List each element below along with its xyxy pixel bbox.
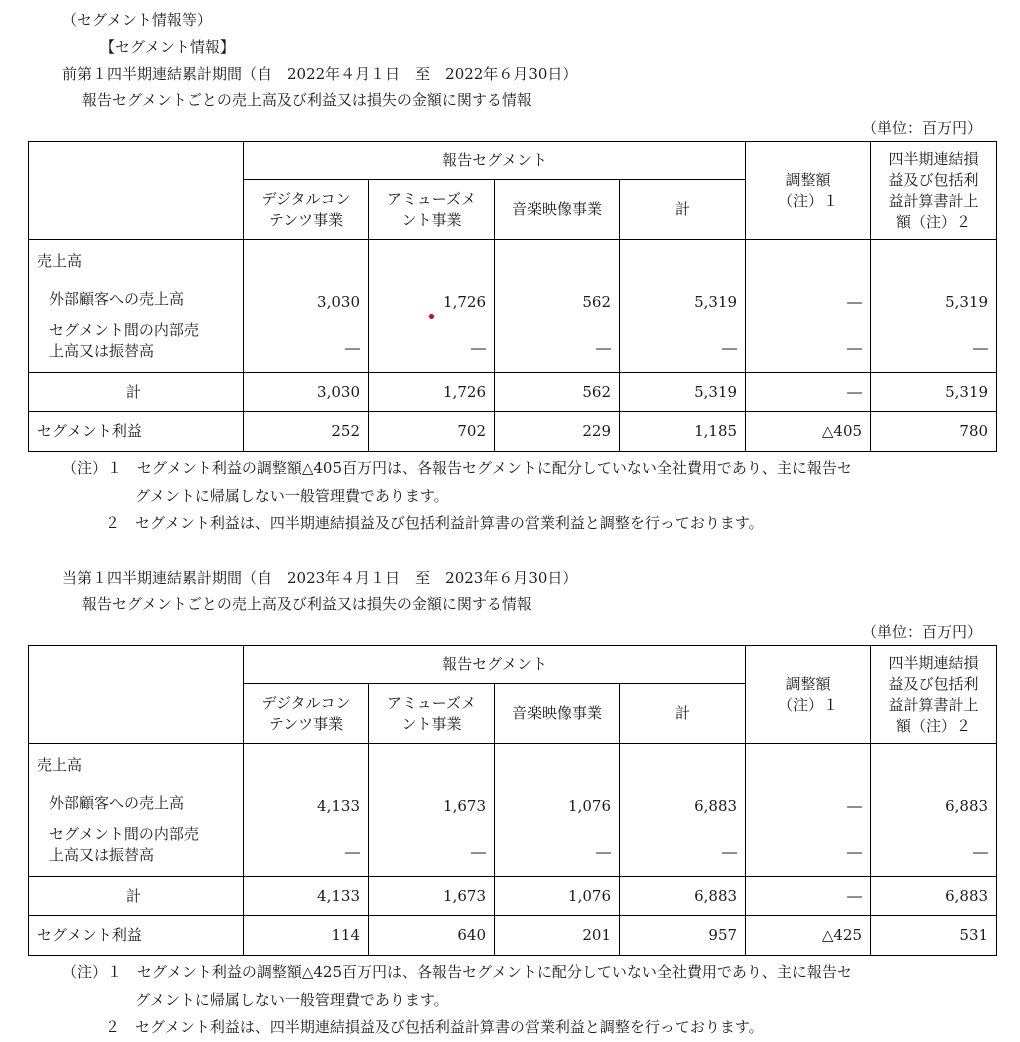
total-cell: 1,076	[495, 877, 620, 916]
profit-cell: △405	[746, 412, 871, 452]
header-amusement: アミューズメ ント事業	[369, 684, 495, 744]
header-consolidated: 四半期連結損 益及び包括利 益計算書計上 額（注）２	[871, 646, 997, 744]
sales-music: 562 ―	[495, 240, 620, 373]
sales-digital: 3,030 ―	[244, 240, 369, 373]
total-cell: 1,673	[369, 877, 495, 916]
header-subtotal: 計	[620, 684, 746, 744]
profit-cell: 957	[620, 916, 746, 956]
section-title: 【セグメント情報】	[100, 38, 235, 56]
note-2: ２ セグメント利益は、四半期連結損益及び包括利益計算書の営業利益と調整を行っております。	[105, 514, 764, 532]
period-2-unit: （単位：百万円）	[862, 623, 983, 641]
period-1-unit: （単位：百万円）	[862, 119, 983, 137]
period-1-label: 前第１四半期連結累計期間（自 2022年４月１日 至 2022年６月30日）	[62, 65, 578, 83]
profit-label: セグメント利益	[29, 916, 244, 956]
total-cell: 4,133	[244, 877, 369, 916]
profit-cell: 640	[369, 916, 495, 956]
sales-subtotal: 6,883 ―	[620, 744, 746, 877]
total-label: 計	[29, 877, 244, 916]
profit-cell: 201	[495, 916, 620, 956]
period-2-subtitle: 報告セグメントごとの売上高及び利益又は損失の金額に関する情報	[82, 595, 532, 613]
header-reporting-segment: 報告セグメント	[244, 646, 746, 684]
total-cell: 3,030	[244, 373, 369, 412]
header-subtotal: 計	[620, 180, 746, 240]
note-1: （注）１ セグメント利益の調整額△425百万円は、各報告セグメントに配分していない全社費用であり、主に報告セ	[62, 963, 852, 981]
profit-label: セグメント利益	[29, 412, 244, 452]
header-blank	[29, 142, 244, 240]
total-cell: 5,319	[620, 373, 746, 412]
sales-amusement: 1,673 ―	[369, 744, 495, 877]
header-amusement: アミューズメ ント事業	[369, 180, 495, 240]
header-digital-content: デジタルコン テンツ事業	[244, 180, 369, 240]
sales-labels: 売上高 外部顧客への売上高 セグメント間の内部売 上高又は振替高	[29, 240, 244, 373]
profit-cell: △425	[746, 916, 871, 956]
header-reporting-segment: 報告セグメント	[244, 142, 746, 180]
segment-table-prior	[28, 141, 997, 452]
header-music-video: 音楽映像事業	[495, 180, 620, 240]
total-cell: 6,883	[620, 877, 746, 916]
total-cell: ―	[746, 373, 871, 412]
profit-cell: 702	[369, 412, 495, 452]
sales-adjustment: ― ―	[746, 744, 871, 877]
profit-cell: 252	[244, 412, 369, 452]
header-adjustment: 調整額 （注）１	[746, 646, 871, 744]
header-consolidated: 四半期連結損 益及び包括利 益計算書計上 額（注）２	[871, 142, 997, 240]
red-dot-marker	[429, 314, 434, 319]
sales-labels: 売上高 外部顧客への売上高 セグメント間の内部売 上高又は振替高	[29, 744, 244, 877]
sales-amusement: 1,726 ―	[369, 240, 495, 373]
sales-consolidated: 5,319 ―	[871, 240, 997, 373]
note-1-cont: グメントに帰属しない一般管理費であります。	[135, 991, 449, 1009]
profit-cell: 1,185	[620, 412, 746, 452]
profit-cell: 780	[871, 412, 997, 452]
total-cell: 5,319	[871, 373, 997, 412]
total-cell: 6,883	[871, 877, 997, 916]
total-cell: 562	[495, 373, 620, 412]
segment-table-current	[28, 645, 997, 956]
header-digital-content: デジタルコン テンツ事業	[244, 684, 369, 744]
profit-cell: 114	[244, 916, 369, 956]
sales-digital: 4,133 ―	[244, 744, 369, 877]
sales-consolidated: 6,883 ―	[871, 744, 997, 877]
sales-subtotal: 5,319 ―	[620, 240, 746, 373]
profit-cell: 531	[871, 916, 997, 956]
header-blank	[29, 646, 244, 744]
total-cell: ―	[746, 877, 871, 916]
note-2: ２ セグメント利益は、四半期連結損益及び包括利益計算書の営業利益と調整を行っております。	[105, 1018, 764, 1036]
sales-music: 1,076 ―	[495, 744, 620, 877]
header-music-video: 音楽映像事業	[495, 684, 620, 744]
total-label: 計	[29, 373, 244, 412]
sales-adjustment: ― ―	[746, 240, 871, 373]
header-adjustment: 調整額 （注）１	[746, 142, 871, 240]
note-1-cont: グメントに帰属しない一般管理費であります。	[135, 487, 449, 505]
profit-cell: 229	[495, 412, 620, 452]
period-2-label: 当第１四半期連結累計期間（自 2023年４月１日 至 2023年６月30日）	[62, 569, 578, 587]
note-1: （注）１ セグメント利益の調整額△405百万円は、各報告セグメントに配分していない全社費用であり、主に報告セ	[62, 459, 852, 477]
section-heading: （セグメント情報等）	[62, 11, 212, 29]
total-cell: 1,726	[369, 373, 495, 412]
period-1-subtitle: 報告セグメントごとの売上高及び利益又は損失の金額に関する情報	[82, 91, 532, 109]
